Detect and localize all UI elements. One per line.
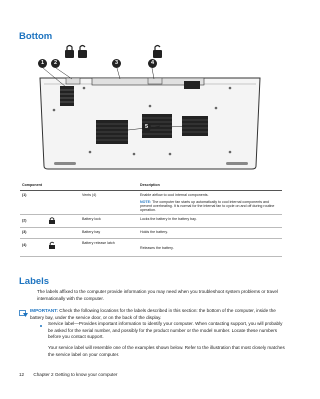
row-callout-number: (2) (22, 218, 27, 223)
important-text: Check the following locations for the labels described in this section: the bottom of the computer, inside the battery bay, under the service door, or on the back of the display. (30, 308, 276, 320)
important-note (30, 308, 286, 321)
page-number: 12 (19, 372, 25, 377)
callout-4: 4 (148, 59, 157, 68)
row-callout-number: (4) (22, 242, 27, 247)
component-table (20, 180, 282, 257)
column-header-description: Description (138, 180, 282, 191)
row-callout-number: (3) (20, 228, 80, 239)
labels-intro-paragraph: The labels affixed to the computer provide information you may need when you troubleshoot system problems or travel internationally with the computer. (37, 289, 278, 301)
row-component-name: Battery bay (80, 228, 138, 239)
lock-icon (49, 217, 55, 224)
table-row (20, 215, 282, 228)
callout-3: 3 (112, 59, 121, 68)
column-header-component: Component (20, 180, 138, 191)
service-label-followup: Your service label will resemble one of the examples shown below. Refer to the illustration that most closely matches the service label on your computer. (48, 345, 285, 357)
row-description (138, 191, 282, 215)
section-heading-bottom: Bottom (19, 31, 53, 42)
page-footer (19, 372, 117, 377)
row-description: Holds the battery. (138, 228, 282, 239)
row-description-text: Enable airflow to cool internal components. (140, 193, 209, 197)
callout-1: 1 (38, 59, 47, 68)
section-heading-labels: Labels (19, 276, 50, 287)
important-icon (19, 310, 28, 317)
table-header-row (20, 180, 282, 191)
unlock-icon (49, 241, 55, 249)
row-component-name: Battery release latch (80, 239, 138, 257)
service-label-bullet: Service label—Provides important information to identify your computer. When contacting support, you will probably be asked for the serial number, and possibly for the product number or the model number. Locate these numbers before you contact support. (48, 321, 283, 340)
note-text: The computer fan starts up automatically to cool internal components and prevent overheating. It is normal for the internal fan to cycle on and off during routine operation. (140, 200, 275, 212)
row-description: Releases the battery. (138, 239, 282, 257)
table-row (20, 191, 282, 215)
callout-2: 2 (51, 59, 60, 68)
callout-5: 5 (142, 123, 151, 132)
row-description: Locks the battery in the battery bay. (138, 215, 282, 228)
bullet-dot (40, 325, 42, 327)
laptop-bottom-illustration (30, 44, 270, 172)
chapter-title: Chapter 2 Getting to know your computer (33, 372, 118, 377)
important-label: IMPORTANT: (30, 308, 58, 313)
table-row (20, 239, 282, 257)
row-component-name: Battery lock (80, 215, 138, 228)
note-label: NOTE: (140, 200, 152, 204)
table-row (20, 228, 282, 239)
row-callout-number: (1) (20, 191, 80, 215)
row-component-name: Vents (4) (80, 191, 138, 215)
